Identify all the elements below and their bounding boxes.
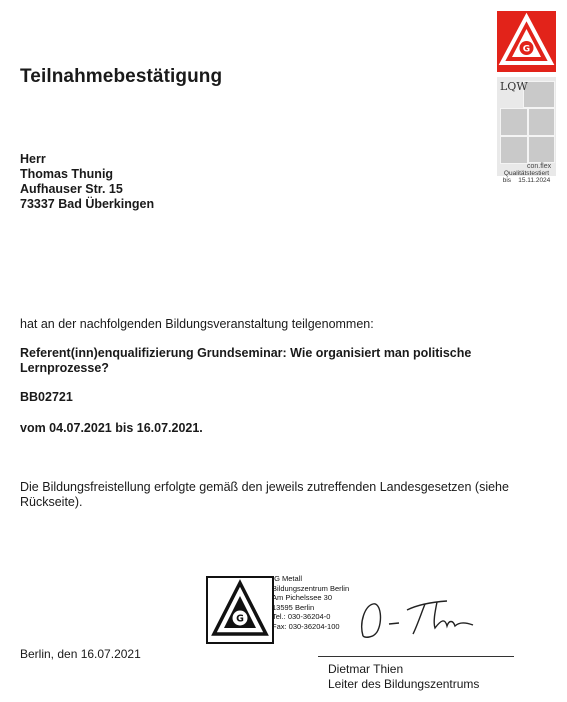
conflex-brand: con.flex [527, 163, 552, 170]
recipient-name: Thomas Thunig [20, 167, 114, 181]
signer-role: Leiter des Bildungszentrums [328, 677, 480, 691]
stamp-fax: Fax: 030-36204-100 [272, 621, 340, 631]
ig-metall-stamp-icon [206, 576, 274, 644]
stamp-text [272, 574, 349, 632]
document-title: Teilnahmebestätigung [20, 66, 223, 87]
signer-block [328, 662, 479, 692]
signature-icon [355, 592, 485, 647]
recipient-address [20, 152, 154, 212]
stamp-center: Bildungszentrum Berlin [272, 583, 350, 593]
quality-line: Qualitätstestiert [503, 170, 550, 177]
signer-name: Dietmar Thien [328, 662, 404, 676]
place-date: Berlin, den 16.07.2021 [20, 647, 141, 661]
intro-text: hat an der nachfolgenden Bildungsveranstaltung teilgenommen: [20, 317, 374, 331]
quality-tested [497, 170, 556, 184]
signature-line [318, 656, 514, 657]
recipient-salutation: Herr [20, 152, 46, 166]
course-dates: vom 04.07.2021 bis 16.07.2021. [20, 421, 203, 435]
stamp-tel: Tel.: 030-36204-0 [272, 612, 331, 622]
valid-until: bis 15.11.2024 [502, 177, 551, 184]
svg-text:G: G [522, 44, 531, 55]
course-title: Referent(inn)enqualifizierung Grundseminar: Wie organisiert man politische Lernprozesse? [20, 346, 472, 375]
release-note: Die Bildungsfreistellung erfolgte gemäß den jeweils zutreffenden Landesgesetzen (siehe Rückseite). [20, 480, 509, 509]
course-code: BB02721 [20, 390, 73, 404]
svg-text:G: G [236, 613, 244, 625]
recipient-city: 73337 Bad Überkingen [20, 197, 155, 211]
ig-metall-logo-icon [497, 11, 556, 72]
stamp-org: IG Metall [272, 574, 303, 583]
stamp-street: Am Pichelssee 30 [272, 593, 333, 603]
lqw-label: LQW [500, 80, 528, 93]
recipient-street: Aufhauser Str. 15 [20, 182, 123, 196]
stamp-city: 13595 Berlin [272, 602, 315, 612]
